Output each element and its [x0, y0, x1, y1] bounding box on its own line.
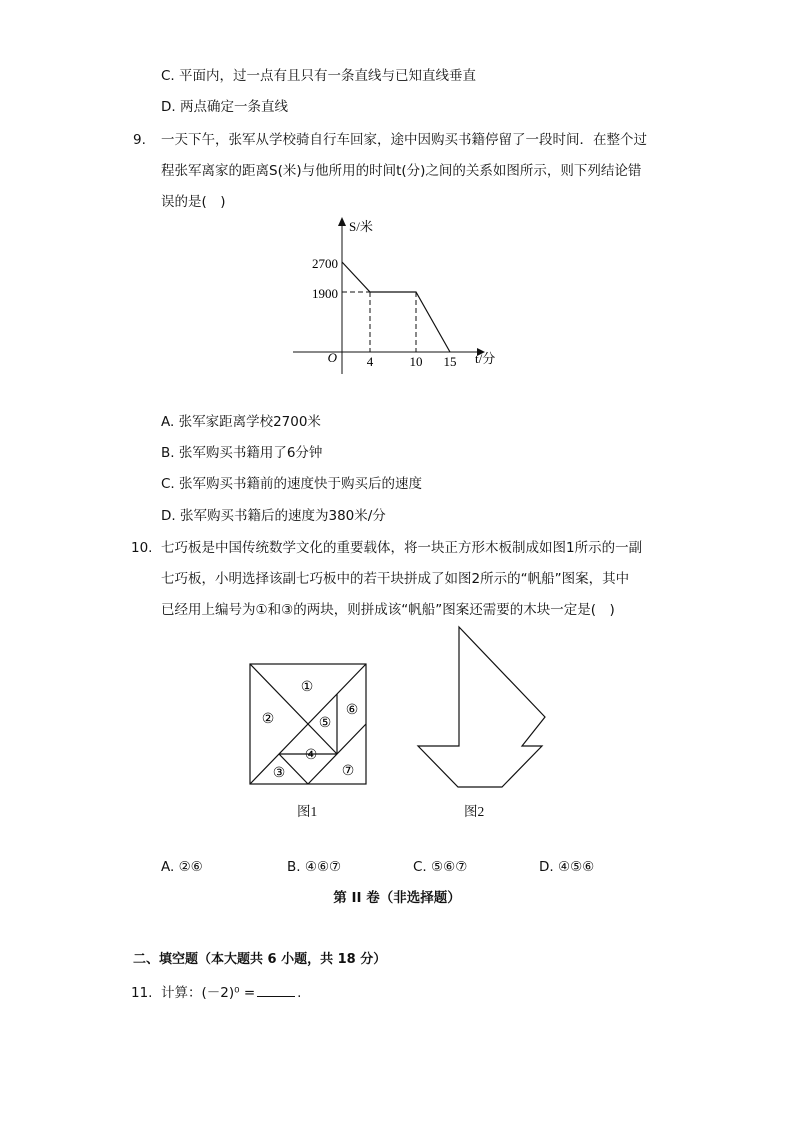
- q8-option-c: C. 平面内，过一点有且只有一条直线与已知直线垂直: [161, 68, 477, 84]
- q8-option-d: D. 两点确定一条直线: [161, 99, 288, 115]
- piece-label-3: ③: [272, 766, 286, 781]
- distance-line: [342, 262, 450, 352]
- q10-option-a: A. ②⑥: [161, 859, 203, 875]
- tangram-diagonal-main: [250, 664, 337, 754]
- q10-stem-line2: 七巧板，小明选择该副七巧板中的若干块拼成了如图2所示的“帆船”图案，其中: [161, 571, 630, 587]
- q11-number: 11.: [131, 985, 153, 1001]
- y-axis-label: S/米: [349, 219, 373, 234]
- q9-number: 9.: [133, 132, 146, 148]
- piece-label-4: ④: [304, 748, 318, 763]
- x-axis-label: t/分: [475, 351, 496, 366]
- x-tick-10: 10: [409, 354, 423, 369]
- q10-option-d: D. ④⑤⑥: [539, 859, 595, 875]
- sailboat-outline: [418, 627, 545, 787]
- q10-option-b: B. ④⑥⑦: [287, 859, 342, 875]
- q10-number: 10.: [131, 540, 153, 556]
- q11-text: 计算：(－2)⁰ =: [161, 985, 256, 1001]
- q10-stem-line1: 七巧板是中国传统数学文化的重要载体，将一块正方形木板制成如图1所示的一副: [161, 540, 643, 556]
- fig2-caption: 图2: [464, 804, 485, 819]
- tangram-figure-1: [246, 660, 372, 788]
- piece-label-7: ⑦: [341, 764, 355, 779]
- q9-option-a: A. 张军家距离学校2700米: [161, 414, 321, 430]
- piece-label-6: ⑥: [345, 703, 359, 718]
- q9-stem-line3: 误的是( ): [161, 194, 226, 210]
- q9-stem-line2: 程张军离家的距离S(米)与他所用的时间t(分)之间的关系如图所示，则下列结论错: [161, 163, 642, 179]
- q11-period: .: [297, 985, 302, 1001]
- y-tick-1900: 1900: [312, 286, 338, 301]
- q9-distance-time-graph: [285, 210, 515, 380]
- piece-label-2: ②: [261, 712, 275, 727]
- y-axis-arrow: [338, 217, 346, 226]
- q9-option-b: B. 张军购买书籍用了6分钟: [161, 445, 323, 461]
- y-tick-2700: 2700: [312, 256, 338, 271]
- q9-option-d: D. 张军购买书籍后的速度为380米/分: [161, 508, 386, 524]
- q11-answer-blank[interactable]: [257, 983, 295, 997]
- section-2-title: 第 II 卷（非选择题）: [333, 890, 461, 906]
- piece-label-1: ①: [300, 680, 314, 695]
- piece-label-5: ⑤: [318, 716, 332, 731]
- sailboat-figure-2: [410, 622, 552, 792]
- fill-in-section-heading: 二、填空题（本大题共 6 小题，共 18 分）: [133, 952, 387, 967]
- q10-option-c: C. ⑤⑥⑦: [413, 859, 468, 875]
- q10-stem-line3: 已经用上编号为①和③的两块，则拼成该“帆船”图案还需要的木块一定是( ): [161, 602, 615, 618]
- q9-option-c: C. 张军购买书籍前的速度快于购买后的速度: [161, 476, 423, 492]
- q11-question: [161, 983, 301, 1003]
- q9-stem-line1: 一天下午，张军从学校骑自行车回家，途中因购买书籍停留了一段时间．在整个过: [161, 132, 647, 148]
- fig1-caption: 图1: [297, 804, 318, 819]
- x-tick-4: 4: [366, 354, 374, 369]
- origin-label: O: [327, 350, 337, 365]
- x-tick-15: 15: [443, 354, 457, 369]
